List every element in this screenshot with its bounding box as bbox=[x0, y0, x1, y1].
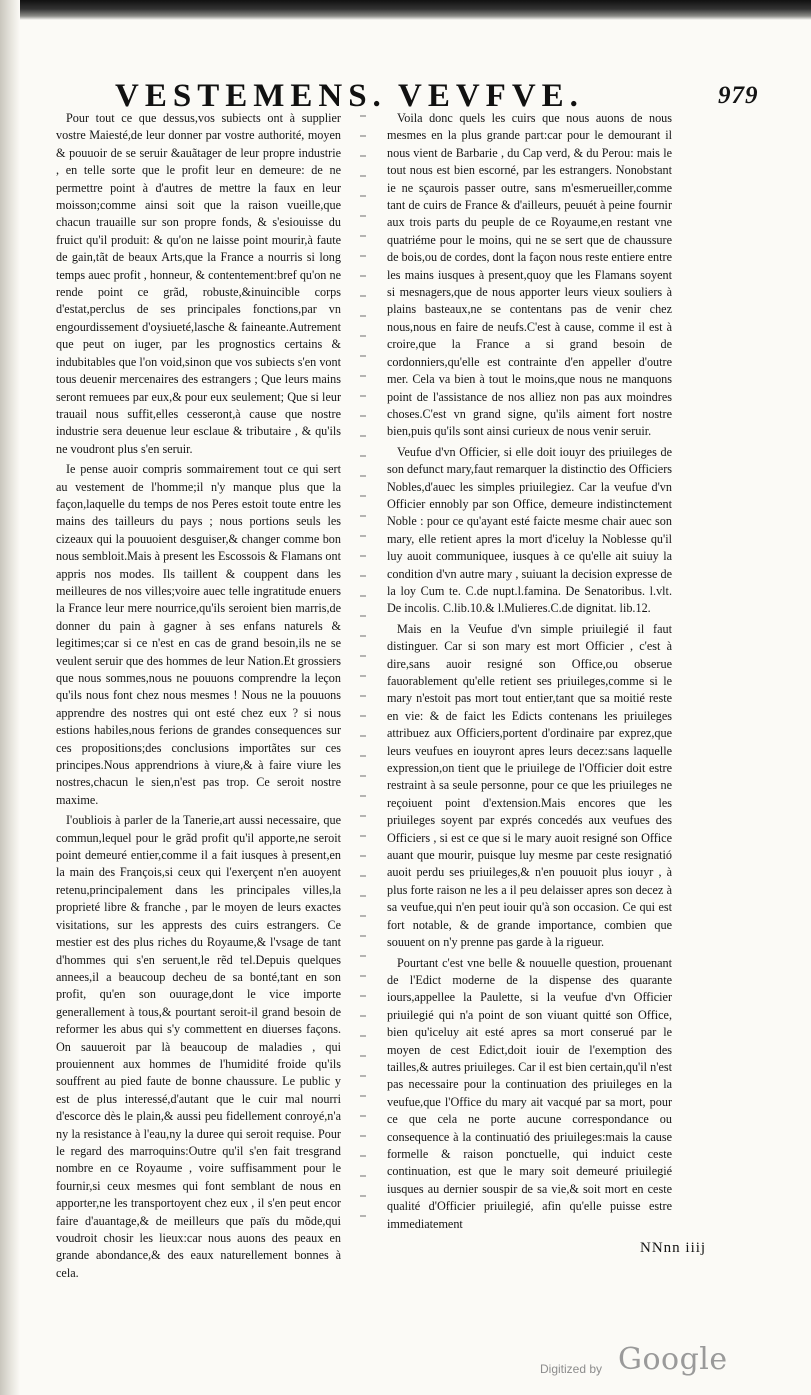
left-paragraph-1: Pour tout ce que dessus,vos subiects ont à supplier vostre Maiesté,de leur donner par vostre authorité, moyen & pouuoir de se seruir &auãtager de leur propre industrie , en telle sorte que le profit leur en demeure: de ne permettre point à d'autres de mettre la faux en leur moisson;comme ainsi soit que la raison vueille,que chacun trauaille sur son propre fonds, & s'esiouisse du fruict qu'il produit: & qu'on ne laisse point mourir,à faute de gain,tãt de beaux Arts,que la France a nourris si long temps auec profit , honneur, & contentement:bref qu'on ne rende point ce grãd, robuste,&inuincible corps d'estat,perclus de ses principales fonctions,par vn engourdissement d'oysiueté,lasche & faineante.Autrement que peut on iuger, par les prognostics certains & indubitables que l'on void,sinon que vos subiects s'en vont tous deuenir mercenaires des estrangers ; Que leurs mains seront remuees par eux,& pour eux seulement; Que si leur trauail nous suffit,elles cesseront,à cause que nostre industrie sera deuenue leur esclaue & tributaire , & qu'ils ne voudront plus s'en seruir. bbox=[56, 111, 341, 456]
running-head-right: VEVFVE. bbox=[398, 78, 584, 114]
google-logo: Google bbox=[618, 1342, 728, 1377]
left-paragraph-3: I'oubliois à parler de la Tanerie,art aussi necessaire, que commun,lequel pour le grãd profit qu'il apporte,ne seroit point demeuré entier,comme il a fait iusques à present,en la main des François,si ceux qui l'exerçent n'en auoyent retenu,principalement dans les principales villes,la proprieté libre & franche , par le moyen de leurs exactes visitations, sur les apprests des cuirs estrangers. Ce mestier est des plus riches du Royaume,& l'vsage de tant d'hommes qui s'en seruent,le rẽd tel.Depuis quelques annees,il a beaucoup decheu de sa bonté,tant en son profit, qu'en son ouurage,dont le vice importe generallement à tous,& pourtant seroit-il grand besoin de reformer les abus qui s'y commettent en diuerses façons. On sauueroit par là beaucoup de maladies , qui prouiennent aux hommes de l'humidité froide qu'ils souffrent au pied faute de bonne chaussure. Le public y est de plus interessé,d'autant que le cuir mal nourri d'escorce dès le plain,& aussi peu fidellement conroyé,n'a ny la resistance à l'eau,ny la duree qui seroit requise. Pour le regard des marroquins:Outre qu'il s'en fait tresgrand nombre en ce Royaume , voire suffisamment pour le fournir,si ceux mesmes qui font semblant de nous en apporter,ne les transportoyent chez eux , il s'en peut encor faire d'auantage,& de meilleurs que païs du mõde,qui voudroit chosir les lieux:car nous auons des peaux en grande abondance,& des eaux naturellement bonnes à cela. bbox=[56, 813, 341, 1280]
digitized-by-google-watermark bbox=[540, 1342, 790, 1382]
signature-mark: NNnn iiij bbox=[640, 1240, 707, 1256]
running-head-left: VESTEMENS. bbox=[115, 78, 387, 114]
right-column bbox=[387, 110, 672, 1236]
right-paragraph-1: Voila donc quels les cuirs que nous auons de nous mesmes en la plus grande part:car pour le demourant il nous vient de Barbarie , du Cap verd, & du Perou: mais le tout nous est bien escorné, par les estrangers. Nonobstant ie ne sçaurois passer outre, sans m'esmerueiller,comme tant de cuirs de France & d'ailleurs, peuuét à peine fournir aux trois parts du peuple de ce Royaume,en restant vne quatriéme pour le moins, qui ne se sert que de chaussure de bois,ou de cordes, dont la façon nous reste entiere entre les mains iusques à present,quoy que les Flamans soyent si mesnagers,que de nous apporter leurs vieux souliers à plains basteaux,ne se contentans pas de venir chez nous,nous en faire de neufs.C'est à cause, comme il est à croire,que la France a si grand besoin de cordonniers,qu'elle est contrainte d'en appeller d'outre mer. Cela va bien à tout le moins,que nous ne manquons point de l'assistance de nos alliez non pas aux moindres choses.C'est vn grand signe, qu'ils aiment fort nostre bien,puis qu'ils sont ainsi curieux de nous venir seruir. bbox=[387, 111, 672, 439]
watermark-prefix: Digitized by bbox=[540, 1362, 603, 1376]
right-paragraph-4: Pourtant c'est vne belle & nouuelle question, prouenant de l'Edict moderne de la dispense des quarante iours,appellee la Paulette, si la veufue d'vn Officier priuilegié qui n'a point de son viuant quitté son Office, bien qu'iceluy ait esté apres sa mort conserué par le moyen de cest Edict,doit iouir de l'exemption des tailles,& autres priuileges. Car il est bien certain,qu'il n'est pas necessaire pour la continuation des priuileges en la veufue,que l'Office du mary ait vacqué par sa mort, pour ce que cela ne porte aucune correspondance ou consequence à la continuatió des priuileges:mais la cause formelle & raison ponctuelle, qui induict ceste continuation, est que le mary soit demeuré priuilegié iusques au dernier souspir de sa vie,& soit mort en ceste qualité d'Officier priuilegié, afin qu'elle puisse estre immediatement bbox=[387, 955, 672, 1231]
left-column bbox=[56, 110, 341, 1285]
right-paragraph-3: Mais en la Veufue d'vn simple priuilegié il faut distinguer. Car si son mary est mort Officier , c'est à dire,sans auoir resigné son Office,ou obserue fauorablement qu'elle retient ses priuileges,comme si le mary n'estoit pas mort tout entier,tant que sa moitié reste en vie: & de faict les Edicts contenans les priuileges attribuez aux Officiers,portent d'ordinaire par exprez,que leurs veufues en iouyront apres leurs decez:sans laquelle expression,on tient que le priuilege de l'Officier doit estre restraint à sa seule personne, pour ce que les priuileges ne reçoiuent point d'extension.Mais encores que les priuileges soyent par exprés concedés aux veufues des Officiers , si est ce que si le mary auoit resigné son Office auant que mourir, puisque luy mesme par ceste resignatió auoit perdu ses priuileges,& n'en pouuoit plus iouyr , à plus forte raison ne les a il peu delaisser apres son decez à sa veufue,qui n'en peut iouir qu'à son occasion. Ce qui est fort notable, & de grande importance, combien que souuent on n'y prenne pas garde à la rigueur. bbox=[387, 621, 672, 950]
right-paragraph-2: Veufue d'vn Officier, si elle doit iouyr des priuileges de son defunct mary,faut remarquer la distinctio des Officiers Nobles,d'auec les simples priuilegiez. Car la veufue d'vn Officier ennobly par son Office, demeure indistinctement Noble : pour ce qu'ayant esté faicte mesme chair auec son mary, elle retient apres la mort d'iceluy la Noblesse qu'il luy auoit communiquee, iusques à ce qu'elle ait suiuy la condition d'vn autre mary , suiuant la decision expresse de la loy Cum te. C.de nupt.l.famina. De Senatoribus. l.vlt. De incolis. C.lib.10.& l.Mulieres.C.de dignitat. lib.12. bbox=[387, 444, 672, 616]
page-number: 979 bbox=[718, 82, 759, 109]
left-paragraph-2: Ie pense auoir compris sommairement tout ce qui sert au vestement de l'homme;il n'y manque plus que la façon,laquelle du temps de nos Peres estoit toute entre les mains des tailleurs du pays ; nous portions seuls les cizeaux qui la pouuoient desguiser,& changer comme bon nous sembloit.Mais à present les Escossois & Flamans ont appris nos modes. Ils taillent & couppent dans les meilleures de nos villes;voire auec telle ingratitude enuers la France leur mere nourrice,qu'ils seroient bien marris,de donner du pain à gagner à ses enfans naturels & legitimes;car si ce n'est en cas de grand besoin,ils ne se veulent seruir que des hommes de leur Nation.Et grossiers que nous sommes,nous ne pouuons comprendre la leçon qu'ils nous font chez nous mesmes ! Nous ne la pouuons apprendre des nostres qui ont esté chez eux ? si nous estions habiles,nous ferions de grandes consequences sur ces propositions;des conclusions importãtes sur ces principes.Nous apprendrions à viure,& à faire viure les nostres,chacun le sien,n'est pas trop. Ce seroit nostre maxime. bbox=[56, 462, 341, 807]
scan-left-edge bbox=[0, 0, 20, 1395]
scan-top-edge bbox=[0, 0, 811, 20]
column-separator bbox=[360, 115, 366, 1225]
